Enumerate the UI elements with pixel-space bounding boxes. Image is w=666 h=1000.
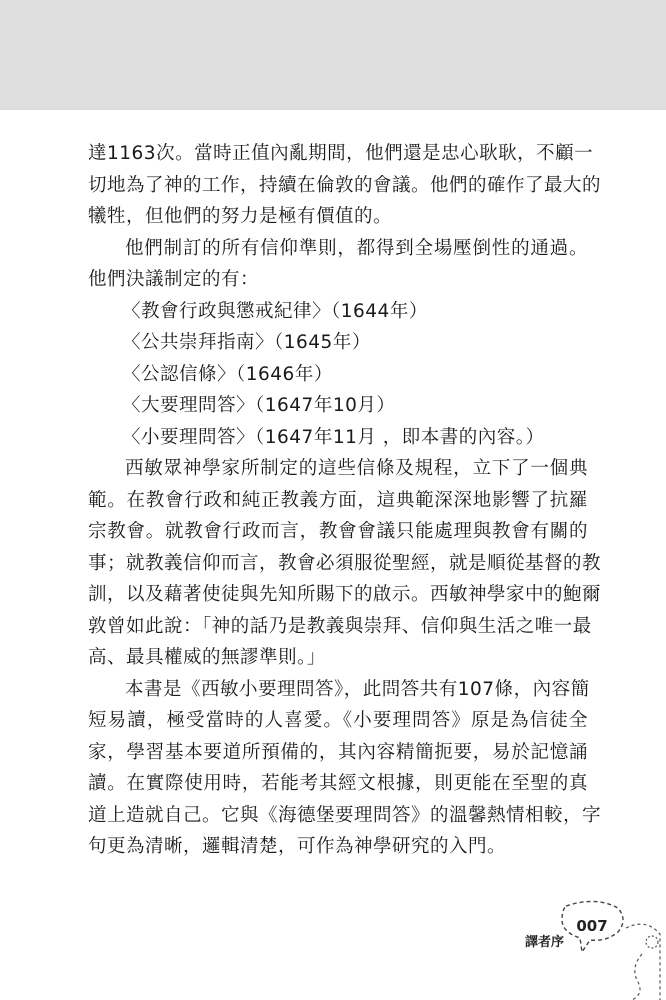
text-line: 短易讀，極受當時的人喜愛。《小要理問答》原是為信徒全 [88,710,588,731]
document-item: 〈大要理問答〉（1647年10月） [122,395,396,416]
text-line: 他們決議制定的有： [88,269,260,290]
document-item: 〈公共崇拜指南〉（1645年） [122,332,371,353]
text-line: 範。在教會行政和純正教義方面，這典範深深地影響了抗羅 [88,489,588,511]
text-line: 敦曾如此說：「神的話乃是教義與崇拜、信仰與生活之唯一最 [88,615,592,637]
paragraph [88,674,602,863]
text-line: 達1163次。當時正值內亂期間，他們還是忠心耿耿，不顧一 [88,143,594,164]
text-line: 西敏眾神學家所制定的這些信條及規程，立下了一個典 [125,458,588,479]
document-list [88,296,588,454]
page-body [88,138,602,863]
text-line: 他們制訂的所有信仰準則，都得到全場壓倒性的通過。 [125,237,588,259]
document-item: 〈教會行政與懲戒紀律〉（1644年） [122,300,428,322]
paragraph [88,233,588,296]
text-line: 宗教會。就教會行政而言，教會會議只能處理與教會有關的 [88,521,588,542]
paragraph [88,453,602,674]
text-line: 高、最具權威的無謬準則。」 [88,647,326,668]
text-line: 讀。在實際使用時，若能考其經文根據，則更能在至聖的真 [88,773,588,794]
text-line: 犧牲，但他們的努力是極有價值的。 [88,206,393,227]
page-number: 007 [576,917,608,935]
text-line: 本書是《西敏小要理問答》，此問答共有107條，內容簡 [125,678,590,700]
document-item: 〈公認信條〉（1646年） [122,363,333,385]
text-line: 道上造就自己。它與《海德堡要理問答》的溫馨熱情相較，字 [88,804,602,826]
text-line: 句更為清晰，邏輯清楚，可作為神學研究的入門。 [88,836,507,857]
header-band [0,0,666,110]
paragraph [88,138,602,233]
document-item: 〈小要理問答〉（1647年11月 ，即本書的內容。） [122,426,545,448]
text-line: 家，學習基本要道所預備的，其內容精簡扼要，易於記憶誦 [88,741,588,763]
text-line: 事；就教義信仰而言，教會必須服從聖經，就是順從基督的教 [88,552,602,574]
text-line: 訓，以及藉著使徒與先知所賜下的啟示。西敏神學家中的鮑爾 [88,584,602,605]
section-label: 譯者序 [525,935,565,950]
text-line: 切地為了神的工作，持續在倫敦的會議。他們的確作了最大的 [88,174,602,196]
